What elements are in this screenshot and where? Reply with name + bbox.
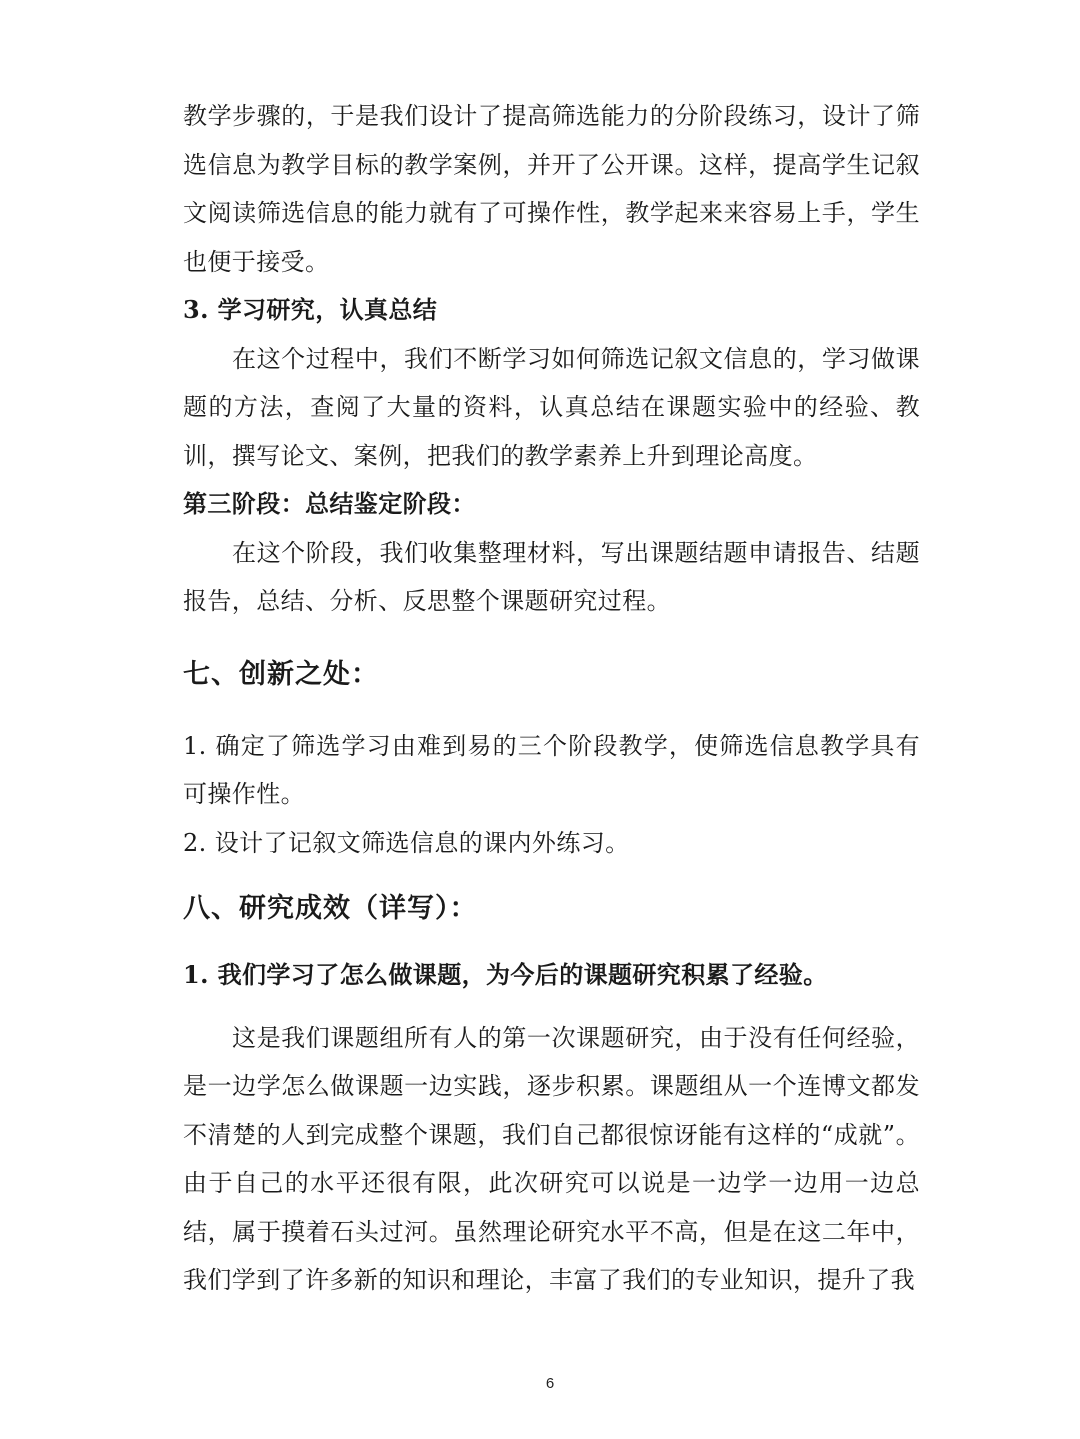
section-title-innovation: 七、创新之处：: [183, 658, 379, 690]
result-item-1-heading: 1. 我们学习了怎么做课题，为今后的课题研究积累了经验。: [183, 960, 828, 989]
paragraph-teaching-steps: 教学步骤的，于是我们设计了提高筛选能力的分阶段练习，设计了筛选信息为教学目标的教学案例，并开了公开课。这样，提高学生记叙文阅读筛选信息的能力就有了可操作性，教学起来来容易上手，学生也便于接受。: [183, 102, 920, 276]
spacer: [183, 626, 920, 651]
paragraph-study-process: 在这个过程中，我们不断学习如何筛选记叙文信息的，学习做课题的方法，查阅了大量的资料，认真总结在课题实验中的经验、教训，撰写论文、案例，把我们的教学素养上升到理论高度。: [183, 344, 920, 470]
subheading-study-summarize: 3. 学习研究，认真总结: [183, 295, 438, 324]
spacer: [183, 1000, 920, 1014]
paragraph-third-stage: 在这个阶段，我们收集整理材料，写出课题结题申请报告、结题报告，总结、分析、反思整个课题研究过程。: [183, 538, 920, 615]
page-body: [183, 92, 920, 1305]
spacer: [183, 933, 920, 951]
innovation-item-2: 2. 设计了记叙文筛选信息的课内外练习。: [183, 828, 630, 857]
page-number: 6: [545, 1375, 555, 1392]
subheading-third-stage: 第三阶段：总结鉴定阶段：: [183, 489, 476, 518]
paragraph-first-research: 这是我们课题组所有人的第一次课题研究，由于没有任何经验，是一边学怎么做课题一边实践，逐步积累。课题组从一个连博文都发不清楚的人到完成整个课题，我们自己都很惊讶能有这样的“成就”。由于自己的水平还很有限，此次研究可以说是一边学一边用一边总结，属于摸着石头过河。虽然理论研究水平不高，但是在这二年中，我们学到了许多新的知识和理论，丰富了我们的专业知识，提升了我: [183, 1023, 920, 1294]
spacer: [183, 867, 920, 885]
section-title-results: 八、研究成效（详写）：: [183, 893, 478, 924]
innovation-item-1: 1. 确定了筛选学习由难到易的三个阶段教学，使筛选信息教学具有可操作性。: [183, 731, 920, 808]
spacer: [183, 699, 920, 722]
